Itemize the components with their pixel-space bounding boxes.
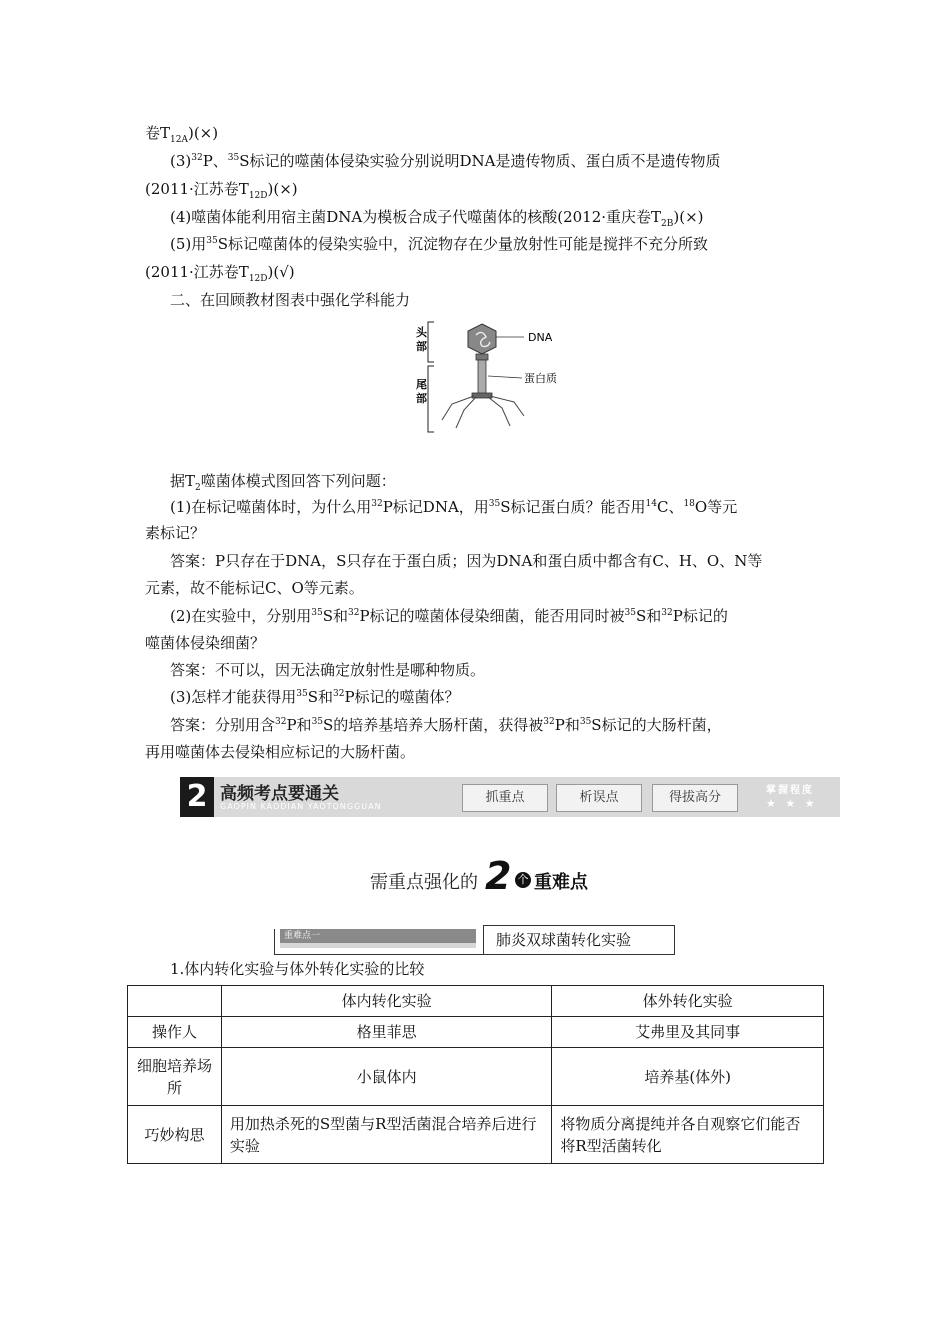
table-cell: 将物质分离提纯并各自观察它们能否将R型活菌转化 [552, 1106, 824, 1164]
answer-1: 答案：P只存在于DNA，S只存在于蛋白质；因为DNA和蛋白质中都含有C、H、O、N等 [170, 552, 763, 570]
key-point-tag-underline [280, 943, 476, 948]
point-frame-left [274, 929, 275, 955]
review-line-6: (2011·江苏卷$T_{12D})(√)$ [145, 263, 295, 284]
section-heading: 二、在回顾教材图表中强化学科能力 [170, 291, 411, 309]
error-points-button[interactable]: 析误点 [556, 784, 642, 812]
phage-collar [476, 354, 488, 360]
dna-label: DNA [528, 331, 553, 344]
mastery-stars: ★ ★ ★ [766, 797, 818, 810]
header-cell-in-vivo: 体内转化实验 [221, 986, 551, 1017]
question-2-cont: 噬菌体侵染细菌？ [145, 634, 266, 652]
key-point-title: 肺炎双球菌转化实验 [483, 925, 675, 955]
table-cell: 格里菲思 [221, 1017, 551, 1048]
comparison-table [127, 985, 824, 1164]
question-1: (1)在标记噬菌体时，为什么用$^{32}$P标记DNA，用$^{35}$S标记蛋白质？能否用$^{14}$C、$^{18}$O等元 [170, 498, 738, 516]
question-1-cont: 素标记？ [145, 524, 206, 542]
header-cell-in-vitro: 体外转化实验 [552, 986, 824, 1017]
high-score-button[interactable]: 得拔高分 [652, 784, 738, 812]
phage-tail [478, 360, 486, 394]
head-label: 头 [416, 326, 427, 339]
svg-text:部: 部 [416, 340, 427, 353]
table-cell: 小鼠体内 [221, 1048, 551, 1106]
answer-2: 答案：不可以，因无法确定放射性是哪种物质。 [170, 661, 486, 679]
point-frame-bottom [274, 954, 484, 955]
review-line-5: (5)用$^{35}$S标记噬菌体的侵染实验中，沉淀物存在少量放射性可能是搅拌不充分所致 [170, 235, 708, 253]
row-label: 细胞培养场所 [128, 1048, 222, 1106]
answer-3-cont: 再用噬菌体去侵染相应标记的大肠杆菌。 [145, 743, 416, 761]
tail-fibers [442, 396, 524, 428]
svg-text:部: 部 [416, 392, 427, 405]
table-row [128, 1048, 824, 1106]
mastery-label: 掌握程度 [766, 785, 814, 796]
table-cell: 培养基(体外) [552, 1048, 824, 1106]
heading-unit: 个 [515, 872, 531, 888]
banner-title: 高频考点要通关 [220, 784, 339, 804]
question-3: (3)怎样才能获得用$^{35}$S和$^{32}$P标记的噬菌体？ [170, 688, 460, 706]
answer-3: 答案：分别用含$^{32}$P和$^{35}$S的培养基培养大肠杆菌，获得被$^{32}$P和$^{35}$S标记的大肠杆菌， [170, 716, 722, 734]
review-line-4: (4)噬菌体能利用宿主菌DNA为模板合成子代噬菌体的核酸(2012·重庆卷$T_{2B})(\times)$ [170, 208, 704, 229]
table-cell: 用加热杀死的S型菌与R型活菌混合培养后进行实验 [221, 1106, 551, 1164]
t2-phage-diagram [412, 320, 582, 435]
table-header-row [128, 986, 824, 1017]
header-cell-empty [128, 986, 222, 1017]
table-row [128, 1106, 824, 1164]
banner-subtitle: GAOPIN KAODIAN YAOTONGGUAN [220, 802, 382, 811]
focus-points-button[interactable]: 抓重点 [462, 784, 548, 812]
review-line-3: (2011·江苏卷$T_{12D})(\times)$ [145, 180, 298, 201]
section-banner [180, 777, 840, 817]
qa-intro: 据$T_2$噬菌体模式图回答下列问题： [170, 472, 396, 493]
protein-label: 蛋白质 [524, 372, 557, 385]
tail-label: 尾 [416, 378, 427, 391]
question-2: (2)在实验中，分别用$^{35}$S和$^{32}$P标记的噬菌体侵染细菌，能否用同时被$^{35}$S和$^{32}$P标记的 [170, 607, 728, 625]
heading-prefix: 需重点强化的 [370, 872, 478, 893]
table-cell: 艾弗里及其同事 [552, 1017, 824, 1048]
banner-number: 2 [180, 777, 214, 817]
table-caption: 1.体内转化实验与体外转化实验的比较 [170, 960, 425, 978]
table-row [128, 1017, 824, 1048]
key-point-tag: 重难点一 [280, 929, 476, 943]
review-line-1: 卷$T_{12A})(\times)$ [145, 124, 219, 145]
answer-1-cont: 元素，故不能标记C、O等元素。 [145, 579, 364, 597]
heading-suffix: 重难点 [534, 872, 588, 893]
heading-number: 2 [485, 854, 512, 898]
row-label: 操作人 [128, 1017, 222, 1048]
review-line-2: $(3)^{32}P$、$^{35}$S标记的噬菌体侵染实验分别说明DNA是遗传物质、蛋白质不是遗传物质 [170, 152, 721, 170]
row-label: 巧妙构思 [128, 1106, 222, 1164]
